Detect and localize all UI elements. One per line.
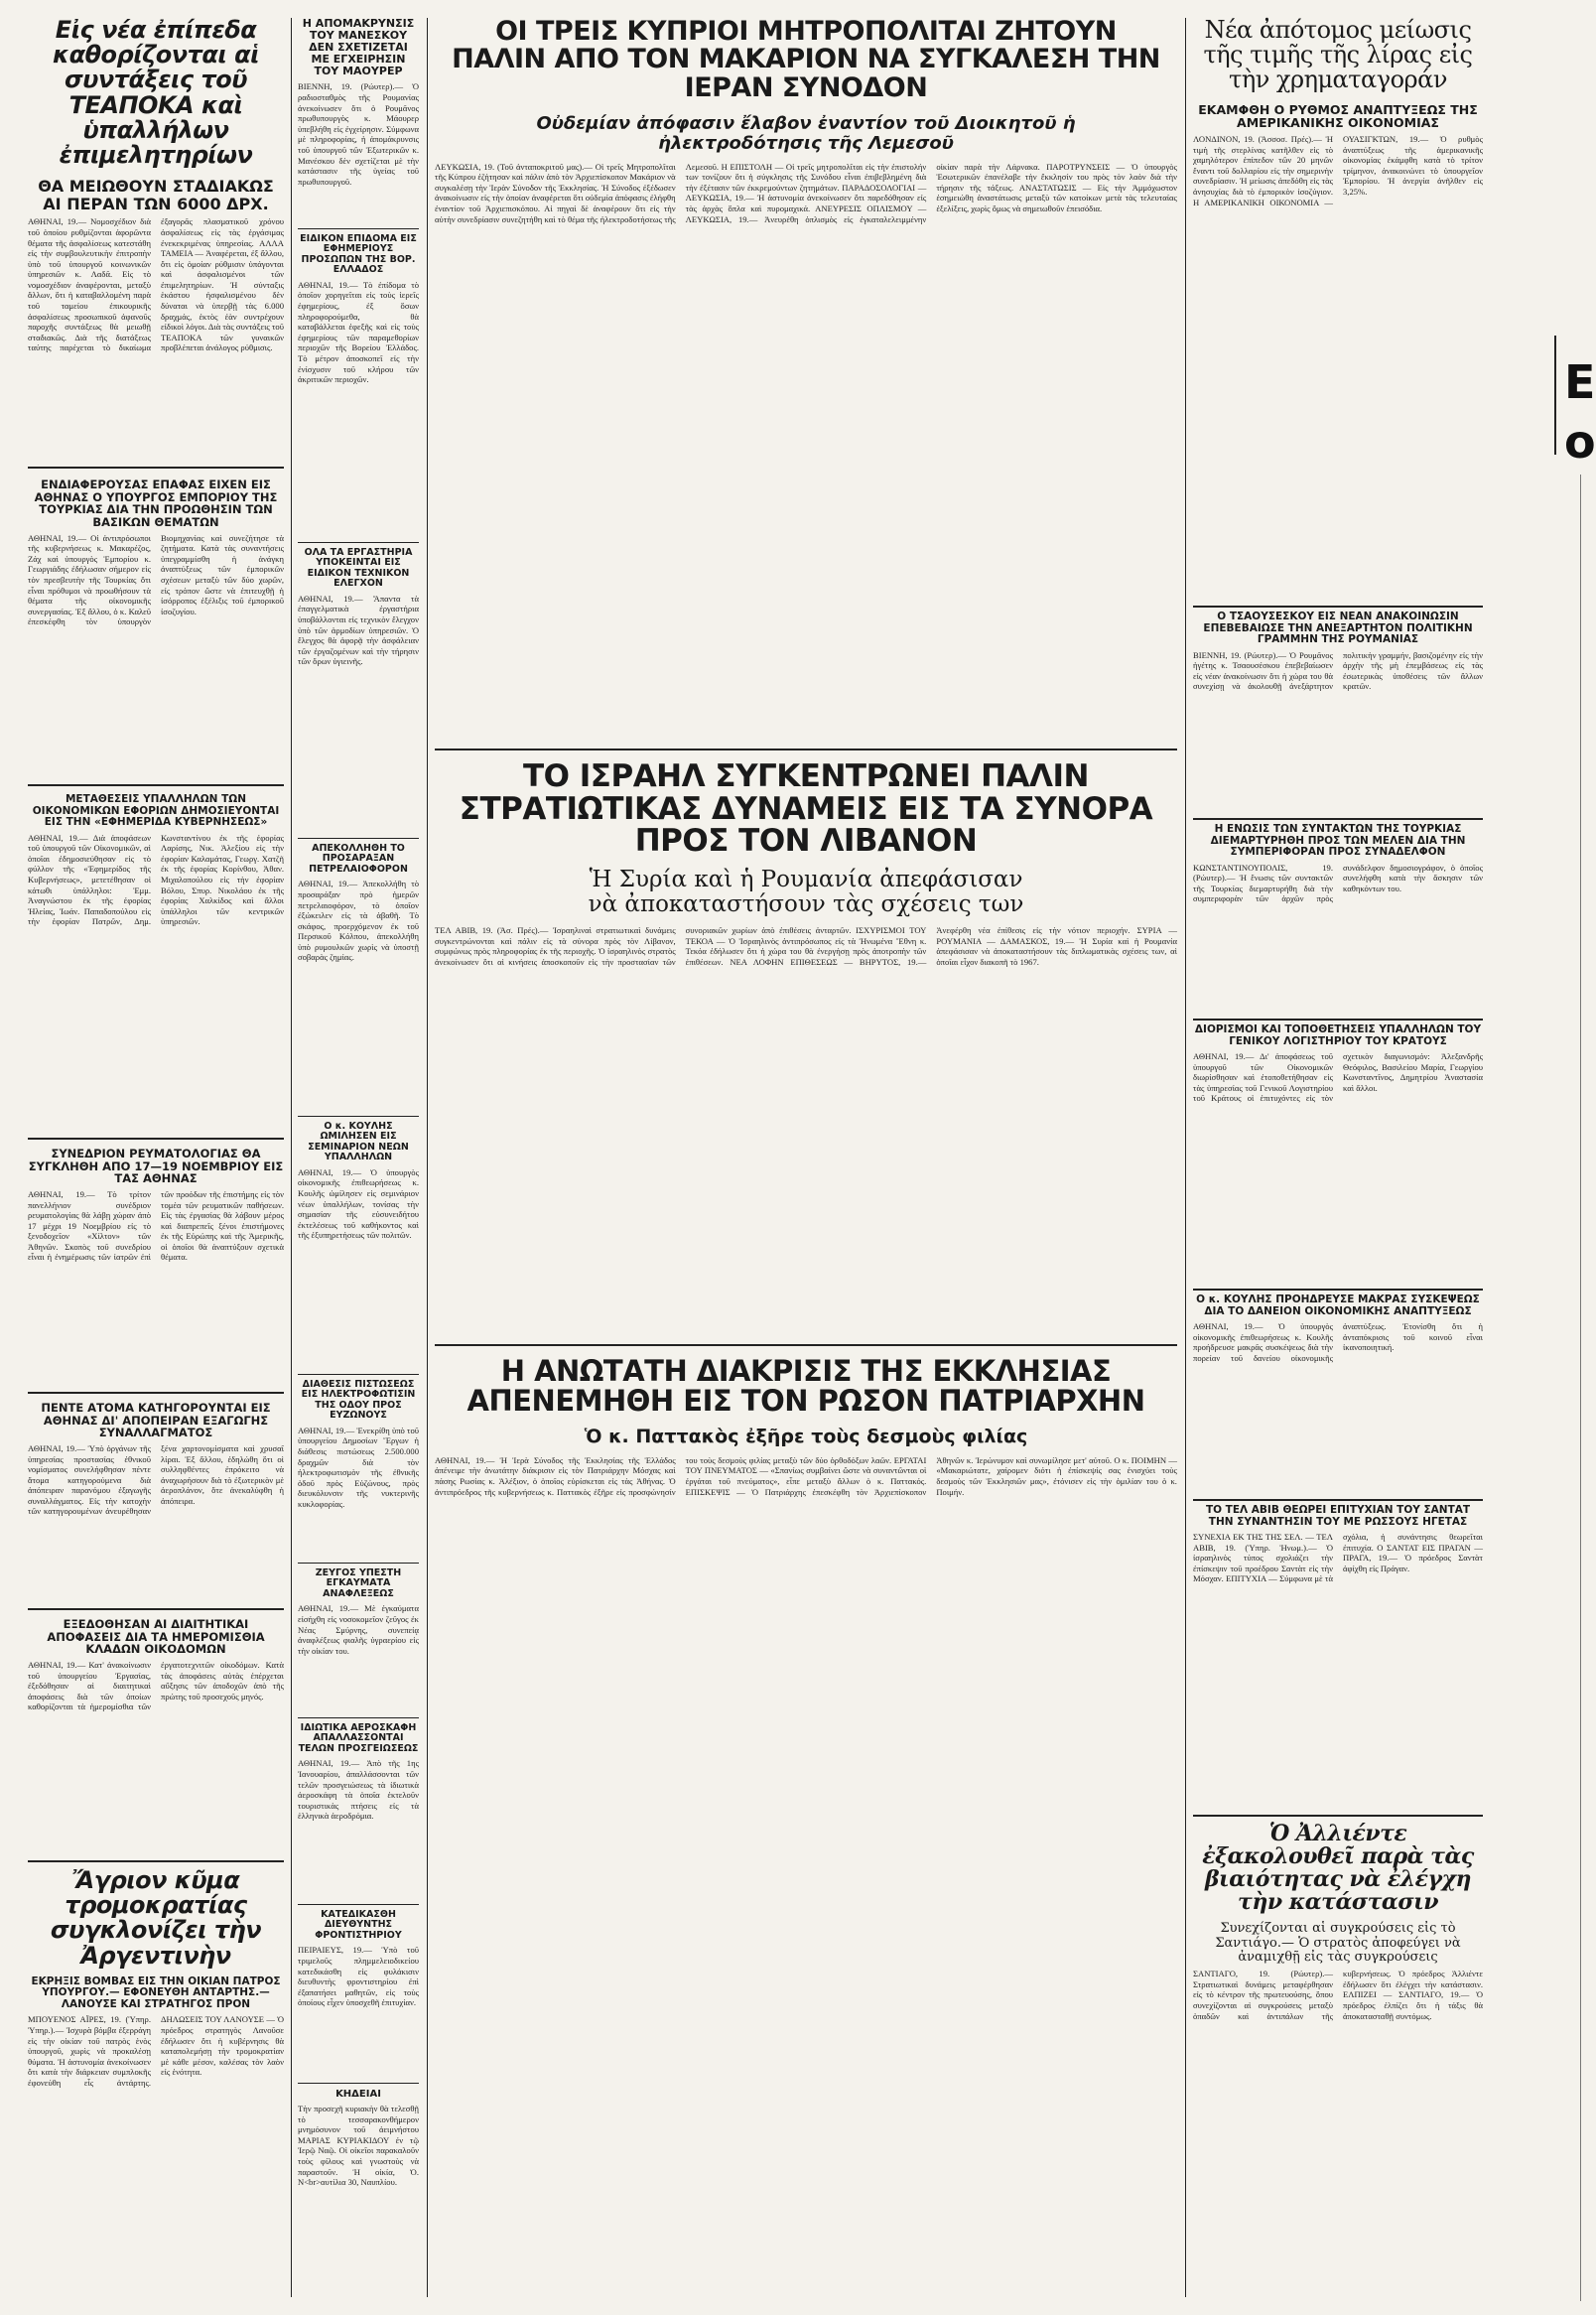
article-headline: ΣΥΝΕΔΡΙΟΝ ΡΕΥΜΑΤΟΛΟΓΙΑΣ ΘΑ ΣΥΓΚΛΗΘΗ ΑΠΟ 17—19 ΝΟΕΜΒΡΙΟΥ ΕΙΣ ΤΑΣ ΑΘΗΝΑΣ [28, 1147, 284, 1186]
article-headline: ΕΞΕΔΟΘΗΣΑΝ ΑΙ ΔΙΑΙΤΗΤΙΚΑΙ ΑΠΟΦΑΣΕΙΣ ΔΙΑ ΤΑ ΗΜΕΡΟΜΙΣΘΙΑ ΚΛΑΔΩΝ ΟΙΚΟΔΟΜΩΝ [47, 1617, 265, 1657]
article-body: ΑΘΗΝΑΙ, 19.— Μὲ ἐγκαύματα εἰσήχθη εἰς νοσοκομεῖον ζεῦγος ἐκ Νέας Σμύρνης, συνεπείᾳ ἀναφλέξεως φιαλῆς ὑγραερίου εἰς τὴν οἰκίαν του. [298, 1603, 419, 1656]
article-body: ΒΙΕΝΝΗ, 19. (Ρώυτερ).— Ὁ ραδιοσταθμὸς τῆς Ρουμανίας ἀνεκοίνωσεν ὅτι ὁ Ρουμᾶνος πρωθυπουργὸς κ. Μάουρερ ὑπεβλήθη εἰς ἐγχείρησιν. Σύμφωνα μὲ πληροφορίας, ἡ ἀπομάκρυνσις τοῦ ὑπουργοῦ τῶν Ἐξωτερικῶν κ. Μανέσκου δὲν σχετίζεται μὲ τὴν κατάστασιν τῆς ὑγείας τοῦ πρωθυπουργοῦ. [298, 81, 419, 187]
article-body: ΑΘΗΝΑΙ, 19.— Ὁ ὑπουργὸς οἰκονομικῆς ἐπιθεωρήσεως κ. Κουλῆς ὡμίλησεν εἰς σεμινάριον νέων ὑπαλλήλων, τονίσας τὴν σημασίαν τῆς εὐσυνειδήτου ἐκτελέσεως τοῦ καθήκοντος καὶ τῆς ἐξυπηρετήσεως τῶν πολιτῶν. [298, 1166, 419, 1241]
column-second [298, 18, 419, 2301]
article-manescu-removal [298, 18, 419, 191]
article-body: ΑΘΗΝΑΙ, 19.— Ἀπὸ τῆς 1ης Ἰανουαρίου, ἀπαλλάσσονται τῶν τελῶν προσγειώσεως τὰ ἰδιωτικὰ ἀεροσκάφη τὰ ὁποῖα ἐκτελοῦν τουριστικὰς πτήσεις εἰς τὰ ἑλληνικὰ ἀεροδρόμια. [298, 1758, 419, 1822]
adjacent-page-edge [1495, 18, 1596, 2301]
article-headline: Η ΑΝΩΤΑΤΗ ΔΙΑΚΡΙΣΙΣ ΤΗΣ ΕΚΚΛΗΣΙΑΣ ΑΠΕΝΕΜΗΘΗ ΕΙΣ ΤΟΝ ΡΩΣΟΝ ΠΑΤΡΙΑΡΧΗΝ [466, 1354, 1145, 1419]
article-body: ΜΠΟΥΕΝΟΣ ΑΪΡΕΣ, 19. (Ὑπηρ. Ὑπηρ.).— Ἰσχυρὰ βόμβα ἐξερράγη εἰς τὴν οἰκίαν τοῦ πατρὸς ἑνὸς ὑπουργοῦ, χωρὶς νὰ προκαλέσῃ θύματα. Ἡ ἀστυνομία ἀνεκοίνωσεν ὅτι κατὰ τὴν διάρκειαν συμπλοκῆς ἐφονεύθη εἷς ἀντάρτης. ΔΗΛΩΣΕΙΣ ΤΟΥ ΛΑΝΟΥΣΕ — Ὁ πρόεδρος στρατηγὸς Λανοῦσε ἐδήλωσεν ὅτι ἡ κυβέρνησις θὰ καταπολεμήσῃ τὴν τρομοκρατίαν μὲ κάθε μέσον, καλέσας τὸν λαὸν εἰς ἑνότητα. [28, 2014, 284, 2088]
divider [28, 1860, 284, 1862]
article-argentina-terror [28, 1868, 284, 2282]
article-headline: Εἰς νέα ἐπίπεδα καθορίζονται αἱ συντάξεις τοῦ ΤΕΑΠΟΚΑ καὶ ὑπαλλήλων ἐπιμελητηρίων [53, 16, 259, 169]
article-body: ΤΕΛ ΑΒΙΒ, 19. (Ἀσ. Πρές).— Ἰσραηλιναὶ στρατιωτικαὶ δυνάμεις συγκεντρώνονται καὶ πάλιν εἰς τὰ σύνορα πρὸς τὸν Λίβανον, συμφώνως πρὸς πληροφορίας ἐκ τῆς περιοχῆς. Ὁ ἰσραηλινὸς στρατὸς ἀνεκοίνωσεν ὅτι αἱ κινήσεις ἀποσκοποῦν εἰς τὴν προστασίαν τῶν συνοριακῶν χωρίων ἀπὸ ἐπιθέσεις ἀνταρτῶν. ΙΣΧΥΡΙΣΜΟΙ ΤΟΥ ΤΕΚΟΑ — Ὁ Ἰσραηλινὸς ἀντιπρόσωπος εἰς τὰ Ἡνωμένα Ἔθνη κ. Τεκόα ἐδήλωσεν ὅτι ἡ χώρα του θὰ ἐνεργήσῃ πρὸς ἀποτροπὴν τῶν ἐπιθέσεων. ΝΕΑ ΛΟΦΗΝ ΕΠΙΘΕΣΕΩΣ — ΒΗΡΥΤΟΣ, 19.— Ἀνεφέρθη νέα ἐπίθεσις εἰς τὴν νότιον περιοχήν. ΣΥΡΙΑ — ΡΟΥΜΑΝΙΑ — ΔΑΜΑΣΚΟΣ, 19.— Ἡ Συρία καὶ ἡ Ρουμανία ἀπεφάσισαν νὰ ἀποκαταστήσουν τὰς διπλωματικὰς σχέσεις των, αἱ ὁποῖαι εἶχον διακοπῆ τὸ 1967. [435, 925, 1177, 968]
article-construction-wages [28, 1614, 284, 1848]
article-subhead: Ὁ κ. Παττακὸς ἐξῆρε τοὺς δεσμοὺς φιλίας [584, 1425, 1028, 1447]
article-allende-control [1193, 1823, 1483, 2217]
article-tax-office-transfers [28, 790, 284, 1131]
article-pound-decline [1193, 18, 1483, 402]
article-headline: Η ΑΠΟΜΑΚΡΥΝΣΙΣ ΤΟΥ ΜΑΝΕΣΚΟΥ ΔΕΝ ΣΧΕΤΙΖΕΤΑΙ ΜΕ ΕΓΧΕΙΡΗΣΙΝ ΤΟΥ ΜΑΟΥΡΕΡ [302, 17, 415, 78]
divider [28, 467, 284, 469]
article-koulis-seminar [298, 1122, 419, 1366]
article-body: ΑΘΗΝΑΙ, 19.— Διὰ ἀποφάσεων τοῦ ὑπουργοῦ τῶν Οἰκονομικῶν, αἱ ὁποῖαι ἐδημοσιεύθησαν εἰς τὸ φύλλον τῆς «Ἐφημερίδος τῆς Κυβερνήσεως», μετετέθησαν οἱ κάτωθι ὑπάλληλοι: Ἐμμ. Ἀναγνώστου ἐκ τῆς ἐφορίας Ἡλείας, Ἰωάν. Παπαδοπούλου εἰς τὴν ἐφορίαν Πατρῶν, Δημ. Κωνσταντίνου ἐκ τῆς ἐφορίας Λαρίσης, Νικ. Ἀλεξίου εἰς τὴν ἐφορίαν Καλαμάτας, Γεωργ. Χατζῆ ἐκ τῆς ἐφορίας Κορίνθου, Ἀθαν. Μιχαλοπούλου εἰς τὴν ἐφορίαν Βόλου, Σπυρ. Νικολάου ἐκ τῆς ἐφορίας Χαλκίδος καὶ ἄλλοι ὑπάλληλοι τῶν κεντρικῶν ὑπηρεσιῶν. [28, 832, 284, 927]
divider [28, 784, 284, 786]
article-headline: ΚΗΔΕΙΑΙ [335, 2089, 381, 2100]
divider [298, 228, 419, 229]
article-headline: ΠΕΝΤΕ ΑΤΟΜΑ ΚΑΤΗΓΟΡΟΥΝΤΑΙ ΕΙΣ ΑΘΗΝΑΣ ΔΙ' ΑΠΟΠΕΙΡΑΝ ΕΞΑΓΩΓΗΣ ΣΥΝΑΛΛΑΓΜΑΤΟΣ [41, 1401, 271, 1440]
column-right [1193, 18, 1483, 2301]
article-sadat-moscow [1193, 1505, 1483, 1790]
article-headline: ΜΕΤΑΘΕΣΕΙΣ ΥΠΑΛΛΗΛΩΝ ΤΩΝ ΟΙΚΟΝΟΜΙΚΩΝ ΕΦΟΡΙΩΝ ΔΗΜΟΣΙΕΥΟΝΤΑΙ ΕΙΣ ΤΗΝ «ΕΦΗΜΕΡΙΔΑ ΚΥΒΕΡΝΗΣΕΩΣ» [32, 793, 280, 829]
edge-rule [1554, 336, 1556, 455]
article-body: ΣΥΝΕΧΙΑ ΕΚ ΤΗΣ ΤΗΣ ΣΕΛ. — ΤΕΛ ΑΒΙΒ, 19. (Ὑπηρ. Ἠνωμ.).— Ὁ ἰσραηλινὸς τύπος σχολιάζει τὴν ἐπίσκεψιν τοῦ προέδρου Σαντὰτ εἰς τὴν Μόσχαν. ΕΠΙΤΥΧΙΑ — Σύμφωνα μὲ τὰ σχόλια, ἡ συνάντησις θεωρεῖται ἐπιτυχία. Ο ΣΑΝΤΑΤ ΕΙΣ ΠΡΑΓΑΝ — ΠΡΑΓΑ, 19.— Ὁ πρόεδρος Σαντὰτ ἀφίχθη εἰς Πράγαν. [1193, 1532, 1483, 1584]
article-cyprus-metropolitans [435, 18, 1177, 738]
article-headline: ΙΔΙΩΤΙΚΑ ΑΕΡΟΣΚΑΦΗ ΑΠΑΛΛΑΣΣΟΝΤΑΙ ΤΕΛΩΝ ΠΡΟΣΓΕΙΩΣΕΩΣ [298, 1722, 419, 1754]
article-headline: ΑΠΕΚΟΛΛΗΘΗ ΤΟ ΠΡΟΣΑΡΑΞΑΝ ΠΕΤΡΕΛΑΙΟΦΟΡΟΝ [309, 843, 408, 875]
article-headline: ΤΟ ΙΣΡΑΗΛ ΣΥΓΚΕΝΤΡΩΝΕΙ ΠΑΛΙΝ ΣΤΡΑΤΙΩΤΙΚΑΣ ΔΥΝΑΜΕΙΣ ΕΙΣ ΤΑ ΣΥΝΟΡΑ ΠΡΟΣ ΤΟΝ ΛΙΒΑΝΟΝ [459, 758, 1153, 860]
article-rheumatology-congress [28, 1144, 284, 1388]
article-body: ΚΩΝΣΤΑΝΤΙΝΟΥΠΟΛΙΣ, 19. (Ρώυτερ).— Ἡ ἕνωσις τῶν συντακτῶν τῆς Τουρκίας διεμαρτυρήθη διὰ τὴν συμπεριφορὰν τῶν ἀρχῶν πρὸς συνάδελφον δημοσιογράφον, ὁ ὁποῖος συνελήφθη κατὰ τὴν ἄσκησιν τῶν καθηκόντων του. [1193, 862, 1483, 904]
article-body: ΑΘΗΝΑΙ, 19.— Ὑπὸ ὀργάνων τῆς ὑπηρεσίας προστασίας ἐθνικοῦ νομίσματος συνελήφθησαν πέντε ἄτομα κατηγορούμενα διὰ ἀπόπειραν παρανόμου ἐξαγωγῆς συναλλάγματος. Εἰς τὴν κατοχὴν τῶν κατηγορουμένων ἀνευρέθησαν ξένα χαρτονομίσματα καὶ χρυσαῖ λίραι. Ἐξ ἄλλου, ἐδηλώθη ὅτι οἱ συλληφθέντες ἐπρόκειτο νὰ ἀναχωρήσουν διὰ τὸ ἐξωτερικὸν μὲ ἀεροπλάνον, ὅτε ἀνεκαλύφθη ἡ ἀπόπειρα. [28, 1442, 284, 1517]
article-headline: Η ΕΝΩΣΙΣ ΤΩΝ ΣΥΝΤΑΚΤΩΝ ΤΗΣ ΤΟΥΡΚΙΑΣ ΔΙΕΜΑΡΤΥΡΗΘΗ ΠΡΟΣ ΤΩΝ ΜΕΛΕΝ ΔΙΑ ΤΗΝ ΣΥΜΠΕΡΙΦΟΡΑΝ ΠΡΟΣ ΣΥΝΑΔΕΛΦΟΝ [1210, 823, 1466, 859]
article-body: ΛΕΥΚΩΣΙΑ, 19. (Τοῦ ἀνταποκριτοῦ μας).— Οἱ τρεῖς Μητροπολῖται τῆς Κύπρου ἐζήτησαν καὶ πάλιν ἀπὸ τὸν Ἀρχιεπίσκοπον Μακάριον νὰ συγκαλέσῃ τὴν Ἱερὰν Σύνοδον τῆς Ἐκκλησίας. Ἡ Σύνοδος ἐξέδωσεν ἀνακοίνωσιν εἰς τὴν ὁποίαν ἀναφέρεται ὅτι οὐδεμία ἀπόφασις ἐλήφθη ἐναντίον τοῦ Ἀρχιεπισκόπου. Αἱ πηγαὶ δὲ ἀναφέρουν ὅτι εἰς τὴν αὐτὴν συνεδρίασιν συνεζητήθη καὶ τὸ θέμα τῆς ἠλεκτροδοτήσεως τῆς Λεμεσοῦ. Η ΕΠΙΣΤΟΛΗ — Οἱ τρεῖς μητροπολῖται εἰς τὴν ἐπιστολήν των τονίζουν ὅτι ἡ σύγκλησις τῆς Συνόδου εἶναι ἐπιβεβλημένη διὰ τὴν ἐξέτασιν τῶν ἐκκρεμούντων ζητημάτων. ΠΑΡΑΔΟΣΟΛΟΓΙΑΙ — ΛΕΥΚΩΣΙΑ, 19.— Ἡ ἀστυνομία ἀνεκοίνωσεν ὅτι παρεδόθησαν εἰς τὰς ἀρχὰς ὅπλα καὶ πυρομαχικά. ΑΝΕΥΡΕΣΙΣ ΟΠΛΙΣΜΟΥ — ΛΕΥΚΩΣΙΑ, 19.— Ἀνευρέθη ὁπλισμὸς εἰς ἐγκαταλελειμμένην οἰκίαν παρὰ τὴν Λάρνακα. ΠΑΡΟΤΡΥΝΣΕΙΣ — Ὁ ὑπουργὸς Ἐσωτερικῶν ἐπανέλαβε τὴν ἔκκλησίν του πρὸς τὸν λαὸν διὰ τὴν τήρησιν τῆς τάξεως. ΑΝΑΣΤΑΤΩΣΙΣ — Εἰς τὴν Ἀμμόχωστον ἐσημειώθη ἀναστάτωσις μεταξὺ τῶν κατοίκων μετὰ τὰς τελευταίας ἐξελίξεις, χωρὶς ὅμως νὰ σημειωθοῦν ἐπεισόδια. [435, 161, 1177, 224]
article-body: ΒΙΕΝΝΗ, 19. (Ρώυτερ).— Ὁ Ρουμᾶνος ἡγέτης κ. Τσαουσέσκου ἐπεβεβαίωσεν εἰς νέαν ἀνακοίνωσιν ὅτι ἡ χώρα του θὰ συνεχίσῃ νὰ ἀκολουθῇ ἀνεξάρτητον πολιτικὴν γραμμήν, βασιζομένην εἰς τὴν ἀρχὴν τῆς μὴ ἐπεμβάσεως εἰς τὰς ἐσωτερικὰς ὑποθέσεις τῶν ἄλλων κρατῶν. [1193, 649, 1483, 692]
divider [1193, 1289, 1483, 1291]
column-center [435, 18, 1177, 2301]
column-left [28, 18, 284, 2301]
article-subhead: Οὐδεμίαν ἀπόφασιν ἔλαβον ἐναντίον τοῦ Διοικητοῦ ἡ ἠλεκτροδότησις τῆς Λεμεσοῦ [536, 113, 1076, 154]
divider [1193, 1019, 1483, 1021]
divider [298, 1717, 419, 1718]
divider [28, 1392, 284, 1394]
divider [1193, 1499, 1483, 1501]
article-body: ΑΘΗΝΑΙ, 19.— Ὁ ὑπουργὸς οἰκονομικῆς ἐπιθεωρήσεως κ. Κουλῆς προήδρευσε μακρᾶς συσκέψεως διὰ τὴν πορείαν τοῦ δανείου οἰκονομικῆς ἀναπτύξεως. Ἐτονίσθη ὅτι ἡ ἀνταπόκρισις τοῦ κοινοῦ εἶναι ἰκανοποιητική. [1193, 1321, 1483, 1363]
divider [435, 1344, 1177, 1346]
article-tutoring-director [298, 1910, 419, 2064]
article-subhead: ΘΑ ΜΕΙΩΘΟΥΝ ΣΤΑΔΙΑΚΩΣ ΑΙ ΠΕΡΑΝ ΤΩΝ 6000 ΔΡΧ. [38, 177, 274, 213]
article-body: Τὴν προσεχῆ κυριακὴν θὰ τελεσθῇ τὸ τεσσαρακονθήμερον μνημόσυνον τοῦ ἀειμνήστου ΜΑΡΙΑΣ ΚΥΡΙΑΚΙΔΟΥ ἐν τῷ Ἱερῷ Ναῷ. Οἱ οἰκεῖοι παρακαλοῦν τοὺς φίλους καὶ γνωστοὺς νὰ παραστοῦν. Ἡ οἰκία, Ὁ. Ν<br>αυτίλια 30, Ναυπλίου. [298, 2104, 419, 2188]
article-israel-lebanon-border [435, 760, 1177, 1253]
article-body: ΑΘΗΝΑΙ, 19.— Ἐνεκρίθη ὑπὸ τοῦ ὑπουργείου Δημοσίων Ἔργων ἡ διάθεσις πιστώσεως 2.500.000 δραχμῶν διὰ τὸν ἠλεκτροφωτισμὸν τῆς ἐθνικῆς ὁδοῦ πρὸς Εὐζώνους, πρὸς διευκόλυνσιν τῆς νυκτερινῆς κυκλοφορίας. [298, 1425, 419, 1509]
article-headline: ΟΙ ΤΡΕΙΣ ΚΥΠΡΙΟΙ ΜΗΤΡΟΠΟΛΙΤΑΙ ΖΗΤΟΥΝ ΠΑΛΙΝ ΑΠΟ ΤΟΝ ΜΑΚΑΡΙΟΝ ΝΑ ΣΥΓΚΑΛΕΣΗ ΤΗΝ ΙΕΡΑΝ ΣΥΝΟΔΟΝ [452, 16, 1160, 103]
article-headline: ΚΑΤΕΔΙΚΑΣΘΗ ΔΙΕΥΘΥΝΤΗΣ ΦΡΟΝΤΙΣΤΗΡΙΟΥ [315, 1909, 402, 1941]
article-currency-smuggling [28, 1398, 284, 1602]
article-tanker-refloated [298, 844, 419, 1097]
edge-rule [1580, 475, 1581, 2301]
article-funerals [298, 2089, 419, 2282]
article-couple-burns [298, 1568, 419, 1702]
divider [298, 542, 419, 543]
article-teapoka-pensions [28, 18, 284, 435]
article-headline: Νέα ἀπότομος μείωσις τῆς τιμῆς τῆς λίρας εἰς τὴν χρηματαγοράν [1203, 16, 1473, 94]
article-body: ΑΘΗΝΑΙ, 19.— Δι' ἀποφάσεως τοῦ ὑπουργοῦ τῶν Οἰκονομικῶν διωρίσθησαν καὶ ἐτοποθετήθησαν εἰς τὰς ὑπηρεσίας τοῦ Γενικοῦ Λογιστηρίου τοῦ Κράτους οἱ ἐπιτυχόντες εἰς τὸν σχετικὸν διαγωνισμόν: Ἀλεξανδρῆς Θεόφιλος, Βασιλείου Μαρία, Γεωργίου Κωνσταντῖνος, Δημητρίου Ἀναστασία καὶ ἄλλοι. [1193, 1051, 1483, 1104]
edge-letter: Ε [1564, 355, 1596, 409]
divider [1193, 606, 1483, 608]
article-subhead: Συνεχίζονται αἱ συγκρούσεις εἰς τὸ Σαντιάγο.— Ὁ στρατὸς ἀποφεύγει νὰ ἀναμιχθῇ εἰς τὰς συγκρούσεις [1215, 1921, 1461, 1965]
article-ceausescu-independence [1193, 612, 1483, 809]
article-turkey-trade-minister [28, 475, 284, 781]
column-rule [1185, 18, 1186, 2297]
article-russian-patriarch-award [435, 1356, 1177, 2269]
divider [298, 1116, 419, 1117]
column-rule [291, 18, 292, 2297]
divider [298, 1563, 419, 1564]
article-body: ΑΘΗΝΑΙ, 19.— Νομοσχέδιον διὰ τοῦ ὁποίου ρυθμίζονται ἀφορῶντα θέματα τῆς ἀσφαλίσεως κατεστάθη εἰς τὴν συμβουλευτικὴν ἐπιτροπὴν ὑπὸ τοῦ ὑπουργοῦ κοινωνικῶν ὑπηρεσιῶν κ. Λαδᾶ. Εἰς τὸ νομοσχέδιον ἀναφέρονται, μεταξὺ ἄλλων, ὅτι ἡ καταβαλλομένη παρὰ τοῦ ταμείου ἐπικουρικῆς ἀσφαλίσεως προσωπικοῦ ἀφανοῦς παροχῆς συντάξεως θὰ μειωθῇ σταδιακῶς. Διὰ τῆς διατάξεως ταύτης παρέχεται τὸ δικαίωμα ἐξαγορᾶς πλασματικοῦ χρόνου ἀσφαλίσεως εἰς τὰς ἐργάσιμας ἐνεκεκριμένας ὑπηρεσίας. ΑΛΛΑ ΤΑΜΕΙΑ — Ἀναφέρεται, ἐξ ἄλλου, ὅτι εἰς ὁμοίαν ρύθμισιν ὑπάγονται καὶ ἀσφαλισμένοι τῶν ἐπιμελητηρίων. Ἡ σύνταξις ἑκάστου ἠσφαλισμένου δὲν δύναται νὰ ὑπερβῇ τὰς 6.000 δραχμάς, ἐκτὸς ἐὰν συντρέχουν εἰδικοὶ λόγοι. Διὰ τὰς συντάξεις τοῦ ΤΕΑΠΟΚΑ τῶν γυναικῶν προβλέπεται ἀνάλογος ρύθμισις. [28, 216, 284, 353]
article-headline: Ὁ Ἀλλιέντε ἐξακολουθεῖ παρὰ τὰς βιαιότητας νὰ ἐλέγχη τὴν κατάστασιν [1202, 1821, 1474, 1916]
divider [298, 1374, 419, 1375]
divider [1193, 1815, 1483, 1817]
divider [28, 1138, 284, 1140]
article-private-aircraft [298, 1723, 419, 1887]
column-rule [427, 18, 428, 2297]
divider [298, 1904, 419, 1905]
article-subhead: ΕΚΡΗΞΙΣ ΒΟΜΒΑΣ ΕΙΣ ΤΗΝ ΟΙΚΙΑΝ ΠΑΤΡΟΣ ΥΠΟΥΡΓΟΥ.— ΕΦΟΝΕΥΘΗ ΑΝΤΑΡΤΗΣ.— ΛΑΝΟΥΣΕ ΚΑΙ ΣΤΡΑΤΗΓΟΣ ΠΡΟΝ [31, 1975, 281, 2010]
article-turkish-journalists [1193, 824, 1483, 1002]
divider [28, 1608, 284, 1610]
article-headline: ΔΙΟΡΙΣΜΟΙ ΚΑΙ ΤΟΠΟΘΕΤΗΣΕΙΣ ΥΠΑΛΛΗΛΩΝ ΤΟΥ ΓΕΝΙΚΟΥ ΛΟΓΙΣΤΗΡΙΟΥ ΤΟΥ ΚΡΑΤΟΥΣ [1194, 1023, 1482, 1047]
article-body: ΑΘΗΝΑΙ, 19.— Τὸ τρίτον πανελλήνιον συνέδριον ρευματολογίας θὰ λάβῃ χώραν ἀπὸ 17 μέχρι 19 Νοεμβρίου εἰς τὸ ξενοδοχεῖον «Χίλτον» τῶν Ἀθηνῶν. Σκοπὸς τοῦ συνεδρίου εἶναι ἡ ἐνημέρωσις τῶν ἰατρῶν ἐπὶ τῶν προόδων τῆς ἐπιστήμης εἰς τὸν τομέα τῶν ρευματικῶν παθήσεων. Εἰς τὰς ἐργασίας θὰ λάβουν μέρος καὶ διαπρεπεῖς ξένοι ἐπιστήμονες ἐκ τῆς Εὐρώπης καὶ τῆς Ἀμερικῆς, οἱ ὁποῖοι θὰ ἀναπτύξουν σχετικὰ θέματα. [28, 1188, 284, 1263]
article-headline: Ἄγριον κῦμα τρομοκρατίας συγκλονίζει τὴν Ἀργεντινὴν [50, 1866, 262, 1970]
article-subhead: Ἡ Συρία καὶ ἡ Ρουμανία ἀπεφάσισαν νὰ ἀποκαταστήσουν τὰς σχέσεις των [588, 866, 1024, 917]
article-headline: ΕΙΔΙΚΟΝ ΕΠΙΔΟΜΑ ΕΙΣ ΕΦΗΜΕΡΙΟΥΣ ΠΡΟΣΩΠΩΝ ΤΗΣ ΒΟΡ. ΕΛΛΑΔΟΣ [300, 233, 417, 276]
article-headline: ΤΟ ΤΕΛ ΑΒΙΒ ΘΕΩΡΕΙ ΕΠΙΤΥΧΙΑΝ ΤΟΥ ΣΑΝΤΑΤ ΤΗΝ ΣΥΝΑΝΤΗΣΙΝ ΤΟΥ ΜΕ ΡΩΣΣΟΥΣ ΗΓΕΤΑΣ [1205, 1504, 1471, 1528]
article-body: ΑΘΗΝΑΙ, 19.— Οἱ ἀντιπρόσωποι τῆς κυβερνήσεως κ. Μακαρέζος, Ζάχ καὶ ὑπουργὸς Ἐμπορίου κ. Γεωργιάδης ἐδήλωσαν σήμερον εἰς τὸν πρεσβευτὴν τῆς Τουρκίας ὅτι εἶναι πρόθυμοι νὰ προωθήσουν τὰ θέματα τῆς οἰκονομικῆς συνεργασίας. Ἐξ ἄλλου, ὁ κ. Καλεῦ ἐπεσκέφθη τὸν ὑπουργὸν Βιομηχανίας καὶ συνεζήτησε τὰ ζητήματα. Κατὰ τὰς συναντήσεις ὑπεγραμμίσθη ἡ ἀνάγκη ἀναπτύξεως τῶν ἐμπορικῶν σχέσεων μεταξὺ τῶν δύο χωρῶν, εἰς τρόπον ὥστε νὰ ἐπιτευχθῇ ἡ ἰσόρροπος ἐξέλιξις τοῦ ἐμπορικοῦ ἰσοζυγίου. [28, 532, 284, 627]
article-headline: ΕΝΔΙΑΦΕΡΟΥΣΑΣ ΕΠΑΦΑΣ ΕΙΧΕΝ ΕΙΣ ΑΘΗΝΑΣ Ο ΥΠΟΥΡΓΟΣ ΕΜΠΟΡΙΟΥ ΤΗΣ ΤΟΥΡΚΙΑΣ ΔΙΑ ΤΗΝ ΠΡΟΩΘΗΣΙΝ ΤΩΝ ΒΑΣΙΚΩΝ ΘΕΜΑΤΩΝ [34, 477, 278, 529]
article-body: ΑΘΗΝΑΙ, 19.— Κατ' ἀνακοίνωσιν τοῦ ὑπουργείου Ἐργασίας, ἐξεδόθησαν αἱ διαιτητικαὶ ἀποφάσεις διὰ τῶν ὁποίων καθορίζονται τὰ ἡμερομίσθια τῶν ἐργατοτεχνιτῶν οἰκοδόμων. Κατὰ τὰς ἀποφάσεις αὐτὰς ἐπέρχεται αὔξησις τῶν ἀποδοχῶν ἀπὸ τῆς πρώτης τοῦ προσεχοῦς μηνός. [28, 1659, 284, 1712]
article-body: ΠΕΙΡΑΙΕΥΣ, 19.— Ὑπὸ τοῦ τριμελοῦς πλημμελειοδικείου κατεδικάσθη εἰς φυλάκισιν διευθυντὴς φροντιστηρίου ἐπὶ ἐξαπατήσει μαθητῶν, εἰς τοὺς ὁποίους εἶχεν ὑποσχεθῆ ἐπιτυχίαν. [298, 1945, 419, 2008]
divider [298, 838, 419, 839]
article-koulis-loan-meeting [1193, 1294, 1483, 1470]
article-body: ΑΘΗΝΑΙ, 19.— Ἀπεκολλήθη τὸ προσαράξαν πρὸ ἡμερῶν πετρελαιοφόρον, τὸ ὁποῖον ἐξώκειλεν εἰς τὰ ἀβαθῆ. Τὸ σκάφος, προερχόμενον ἐκ τοῦ Περσικοῦ Κόλπου, ἀπεκολλήθη ὑπὸ ρυμουλκῶν χωρὶς νὰ ὑποστῇ σοβαρὰς ζημίας. [298, 879, 419, 963]
article-headline: Ο ΤΣΑΟΥΣΕΣΚΟΥ ΕΙΣ ΝΕΑΝ ΑΝΑΚΟΙΝΩΣΙΝ ΕΠΕΒΕΒΑΙΩΣΕ ΤΗΝ ΑΝΕΞΑΡΤΗΤΟΝ ΠΟΛΙΤΙΚΗΝ ΓΡΑΜΜΗΝ ΤΗΣ ΡΟΥΜΑΝΙΑΣ [1203, 611, 1473, 646]
article-body: ΑΘΗΝΑΙ, 19.— Τὸ ἐπίδομα τὸ ὁποῖον χορηγεῖται εἰς τοὺς ἱερεῖς ἐφημερίους, ἐξ ὅσων πληροφορούμεθα, θὰ καταβάλλεται ἐφεξῆς καὶ εἰς τοὺς ἐφημερίους τῶν παραμεθορίων περιοχῶν τῆς Βορείου Ἑλλάδος. Τὸ μέτρον ἀποσκοπεῖ εἰς τὴν ἐνίσχυσιν τοῦ κλήρου τῶν ἀκριτικῶν περιοχῶν. [298, 279, 419, 385]
article-headline: Ο κ. ΚΟΥΛΗΣ ΠΡΟΗΔΡΕΥΣΕ ΜΑΚΡΑΣ ΣΥΣΚΕΨΕΩΣ ΔΙΑ ΤΟ ΔΑΝΕΙΟΝ ΟΙΚΟΝΟΜΙΚΗΣ ΑΝΑΠΤΥΞΕΩΣ [1196, 1294, 1480, 1317]
divider [298, 2083, 419, 2084]
article-accounting-appointments [1193, 1024, 1483, 1250]
article-headline: Ο κ. ΚΟΥΛΗΣ ΩΜΙΛΗΣΕΝ ΕΙΣ ΣΕΜΙΝΑΡΙΟΝ ΝΕΩΝ ΥΠΑΛΛΗΛΩΝ [308, 1121, 409, 1163]
article-headline: ΟΛΑ ΤΑ ΕΡΓΑΣΤΗΡΙΑ ΥΠΟΚΕΙΝΤΑΙ ΕΙΣ ΕΙΔΙΚΟΝ ΤΕΧΝΙΚΟΝ ΕΛΕΓΧΟΝ [304, 547, 413, 590]
article-body: ΑΘΗΝΑΙ, 19.— Ἡ Ἱερὰ Σύνοδος τῆς Ἐκκλησίας τῆς Ἑλλάδος ἀπένειμε τὴν ἀνωτάτην διάκρισιν εἰς τὸν Πατριάρχην Μόσχας καὶ πάσης Ρωσίας κ. Ἀλέξιον, ὁ ὁποῖος εὑρίσκεται εἰς τὰς Ἀθήνας. Ὁ ἀντιπρόεδρος τῆς κυβερνήσεως κ. Παττακὸς ἐξῆρε εἰς προσφώνησίν του τοὺς δεσμοὺς φιλίας μεταξὺ τῶν δύο ὀρθοδόξων λαῶν. ΕΡΓΑΤΑΙ ΤΟΥ ΠΝΕΥΜΑΤΟΣ — «Σπανίως συμβαίνει ὥστε νὰ συναντῶνται οἱ ἐργάται τοῦ πνεύματος», εἶπε μεταξὺ ἄλλων ὁ κ. Παττακός. ΕΠΙΣΚΕΨΙΣ — Ὁ Πατριάρχης ἐπεσκέφθη τὸν Ἀρχιεπίσκοπον Ἀθηνῶν κ. Ἱερώνυμον καὶ συνωμίλησε μετ' αὐτοῦ. Ο κ. ΠΟΙΜΗΝ — «Μακαριώτατε, χαίρομεν διότι ἡ ἐπίσκεψίς σας ἐνισχύει τοὺς δεσμοὺς τῶν Ἐκκλησιῶν μας», ἐτόνισεν εἰς τὴν ὁμιλίαν του ὁ κ. Ποιμήν. [435, 1454, 1177, 1497]
article-road-lighting-credit [298, 1380, 419, 1555]
article-body: ΑΘΗΝΑΙ, 19.— Ἅπαντα τὰ ἐπαγγελματικὰ ἐργαστήρια ὑποβάλλονται εἰς τεχνικὸν ἔλεγχον ὑπὸ τῶν ἁρμοδίων ὑπηρεσιῶν. Ὁ ἔλεγχος θὰ ἀφορᾷ τὴν ἀσφάλειαν τῶν ἐργαζομένων καὶ τὴν τήρησιν τῶν ὅρων ὑγιεινῆς. [298, 593, 419, 667]
article-body: ΛΟΝΔΙΝΟΝ, 19. (Ἀσσοσ. Πρές).— Ἡ τιμὴ τῆς στερλίνας κατῆλθεν εἰς τὸ χαμηλότερον ἐπίπεδον τῶν 20 μηνῶν ἔναντι τοῦ δολλαρίου εἰς τὴν σημερινὴν συνεδρίασιν. Ἡ μείωσις ἀπεδόθη εἰς τὰς ἀνησυχίας διὰ τὸ ἐμπορικὸν ἰσοζύγιον. Η ΑΜΕΡΙΚΑΝΙΚΗ ΟΙΚΟΝΟΜΙΑ — ΟΥΑΣΙΓΚΤΩΝ, 19.— Ὁ ρυθμὸς ἀναπτύξεως τῆς ἀμερικανικῆς οἰκονομίας ἐκάμφθη κατὰ τὸ τρίτον τρίμηνον, ἀνακοινώνει τὸ ὑπουργεῖον Ἐμπορίου. Ἡ ἀνεργία ἀνῆλθεν εἰς 3,25%. [1193, 134, 1483, 207]
article-headline: ΖΕΥΓΟΣ ΥΠΕΣΤΗ ΕΓΚΑΥΜΑΤΑ ΑΝΑΦΛΕΞΕΩΣ [315, 1567, 402, 1599]
divider [1193, 818, 1483, 820]
article-subhead: ΕΚΑΜΦΘΗ Ο ΡΥΘΜΟΣ ΑΝΑΠΤΥΞΕΩΣ ΤΗΣ ΑΜΕΡΙΚΑΝΙΚΗΣ ΟΙΚΟΝΟΜΙΑΣ [1198, 101, 1478, 131]
article-workshops-inspection [298, 548, 419, 822]
article-body: ΣΑΝΤΙΑΓΟ, 19. (Ρώυτερ).— Στρατιωτικαὶ δυνάμεις μεταφέρθησαν εἰς τὸ κέντρον τῆς πρωτευούσης, ὅπου συνεχίζονται αἱ συγκρούσεις μεταξὺ ὁπαδῶν καὶ ἀντιπάλων τῆς κυβερνήσεως. Ὁ πρόεδρος Ἀλλιέντε ἐδήλωσεν ὅτι ἐλέγχει τὴν κατάστασιν. ΕΛΠΙΖΕΙ — ΣΑΝΤΙΑΓΟ, 19.— Ὁ πρόεδρος ἐλπίζει ὅτι ἡ τάξις θὰ ἀποκατασταθῇ συντόμως. [1193, 1969, 1483, 2021]
article-headline: ΔΙΑΘΕΣΙΣ ΠΙΣΤΩΣΕΩΣ ΕΙΣ ΗΛΕΚΤΡΟΦΩΤΙΣΙΝ ΤΗΣ ΟΔΟΥ ΠΡΟΣ ΕΥΖΩΝΟΥΣ [301, 1379, 416, 1422]
article-priests-allowance [298, 234, 419, 518]
divider [435, 749, 1177, 750]
edge-letter: ο [1564, 415, 1596, 469]
